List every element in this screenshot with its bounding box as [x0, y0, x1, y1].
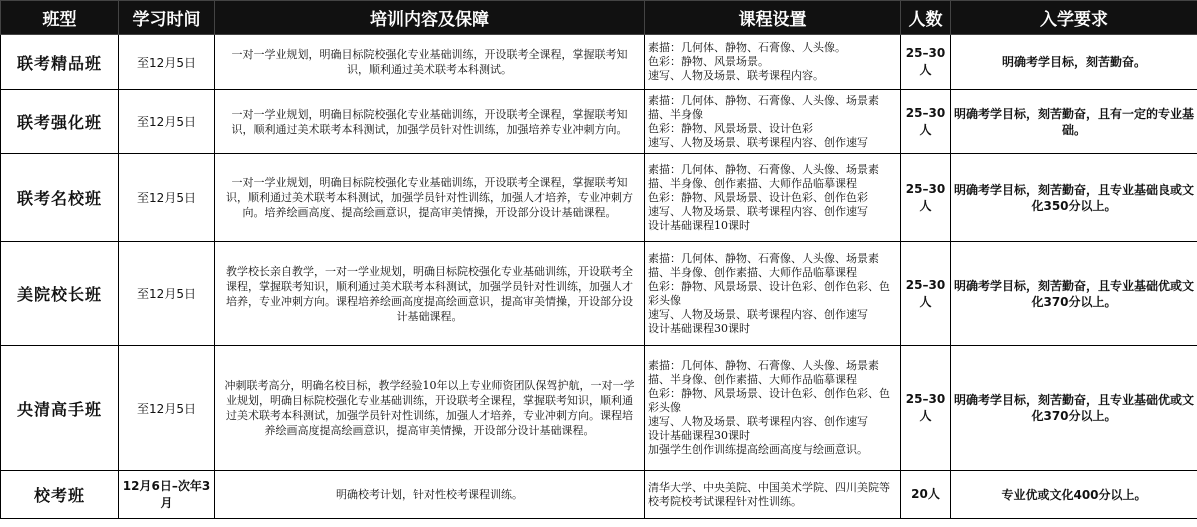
class-name: 校考班 — [1, 471, 119, 519]
course-setup — [645, 242, 901, 346]
course-line: 清华大学、中央美院、中国美术学院、四川美院等校考院校考试课程针对性训练。 — [648, 480, 890, 508]
course-line: 素描：几何体、静物、石膏像、人头像。 — [648, 41, 846, 54]
course-line: 色彩：静物、风景场景、设计色彩、创作色彩、色彩头像 — [648, 279, 890, 307]
header-row — [1, 1, 1197, 35]
class-name: 联考强化班 — [1, 90, 119, 154]
course-line: 加强学生创作训练提高绘画高度与绘画意识。 — [648, 443, 868, 456]
class-name: 美院校长班 — [1, 242, 119, 346]
course-line: 速写、人物及场景、联考课程内容、创作速写 — [648, 415, 868, 428]
training-content: 教学校长亲自教学，一对一学业规划，明确目标院校强化专业基础训练，开设联考全课程，掌握联考知识，顺利通过美术联考本科测试，加强学员针对性训练，加强人才培养，专业冲刺方向。课程培养绘画高度提高绘画意识，提高审美情操，开设部分设计基础课程。 — [215, 242, 645, 346]
course-setup — [645, 35, 901, 90]
course-line: 设计基础课程10课时 — [648, 218, 750, 232]
header-count: 人数 — [901, 1, 951, 35]
header-content: 培训内容及保障 — [215, 1, 645, 35]
course-line: 速写、人物及场景、联考课程内容、创作速写 — [648, 204, 868, 218]
study-time: 至12月5日 — [119, 242, 215, 346]
header-study-time: 学习时间 — [119, 1, 215, 35]
admission-requirement: 明确考学目标，刻苦勤奋，且有一定的专业基础。 — [951, 90, 1197, 154]
course-line: 速写、人物及场景、联考课程内容。 — [648, 69, 824, 82]
student-count: 25–30人 — [901, 346, 951, 471]
table-row — [1, 346, 1197, 471]
course-setup — [645, 90, 901, 154]
course-setup — [645, 154, 901, 242]
course-line: 素描：几何体、静物、石膏像、人头像、场景素描、半身像、创作素描、大师作品临摹课程 — [648, 251, 879, 279]
header-requirement: 入学要求 — [951, 1, 1197, 35]
course-line: 素描：几何体、静物、石膏像、人头像、场景素描、半身像 — [648, 93, 879, 121]
table-row — [1, 35, 1197, 90]
training-content: 冲刺联考高分，明确名校目标，教学经验10年以上专业师资团队保驾护航，一对一学业规划，明确目标院校强化专业基础训练，开设联考全课程，掌握联考知识，顺利通过美术联考本科测试，加强学员针对性训练，加强人才培养，专业冲刺方向。课程培养绘画高度提高绘画意识，提高审美情操，开设部分设计基础课程。 — [215, 346, 645, 471]
admission-requirement: 明确考学目标，刻苦勤奋，且专业基础优或文化370分以上。 — [951, 242, 1197, 346]
class-name: 央清高手班 — [1, 346, 119, 471]
course-line: 色彩：静物、风景场景、设计色彩、创作色彩 — [648, 190, 868, 204]
training-content: 一对一学业规划，明确目标院校强化专业基础训练，开设联考全课程，掌握联考知识，顺利通过美术联考本科测试，加强学员针对性训练，加强人才培养，专业冲刺方向。培养绘画高度、提高绘画意识，提高审美情操，开设部分设计基础课程。 — [215, 154, 645, 242]
course-line: 色彩：静物、风景场景、设计色彩、创作色彩、色彩头像 — [648, 387, 890, 414]
header-course: 课程设置 — [645, 1, 901, 35]
admission-requirement: 明确考学目标，刻苦勤奋。 — [951, 35, 1197, 90]
course-setup — [645, 346, 901, 471]
study-time: 12月6日–次年3月 — [119, 471, 215, 519]
admission-requirement: 明确考学目标，刻苦勤奋，且专业基础良或文化350分以上。 — [951, 154, 1197, 242]
course-line: 设计基础课程30课时 — [648, 429, 750, 442]
study-time: 至12月5日 — [119, 346, 215, 471]
course-line: 设计基础课程30课时 — [648, 321, 750, 335]
class-name: 联考精品班 — [1, 35, 119, 90]
course-line: 色彩：静物、风景场景。 — [648, 55, 769, 68]
training-content: 明确校考计划，针对性校考课程训练。 — [215, 471, 645, 519]
admission-requirement: 专业优或文化400分以上。 — [951, 471, 1197, 519]
student-count: 25–30人 — [901, 90, 951, 154]
course-line: 速写、人物及场景、联考课程内容、创作速写 — [648, 135, 868, 149]
course-line: 速写、人物及场景、联考课程内容、创作速写 — [648, 307, 868, 321]
table-row — [1, 242, 1197, 346]
table-row — [1, 90, 1197, 154]
course-line: 色彩：静物、风景场景、设计色彩 — [648, 121, 813, 135]
header-class-type: 班型 — [1, 1, 119, 35]
student-count: 25–30人 — [901, 35, 951, 90]
admission-requirement: 明确考学目标，刻苦勤奋，且专业基础优或文化370分以上。 — [951, 346, 1197, 471]
student-count: 20人 — [901, 471, 951, 519]
table-row — [1, 471, 1197, 519]
training-content: 一对一学业规划，明确目标院校强化专业基础训练，开设联考全课程，掌握联考知识，顺利通过美术联考本科测试。 — [215, 35, 645, 90]
study-time: 至12月5日 — [119, 90, 215, 154]
course-line: 素描：几何体、静物、石膏像、人头像、场景素描、半身像、创作素描、大师作品临摹课程 — [648, 359, 879, 386]
course-setup — [645, 471, 901, 519]
student-count: 25–30人 — [901, 242, 951, 346]
study-time: 至12月5日 — [119, 35, 215, 90]
student-count: 25–30人 — [901, 154, 951, 242]
training-content: 一对一学业规划，明确目标院校强化专业基础训练，开设联考全课程，掌握联考知识，顺利通过美术联考本科测试，加强学员针对性训练，加强培养专业冲刺方向。 — [215, 90, 645, 154]
class-name: 联考名校班 — [1, 154, 119, 242]
table-row — [1, 154, 1197, 242]
course-line: 素描：几何体、静物、石膏像、人头像、场景素描、半身像、创作素描、大师作品临摹课程 — [648, 162, 879, 190]
study-time: 至12月5日 — [119, 154, 215, 242]
